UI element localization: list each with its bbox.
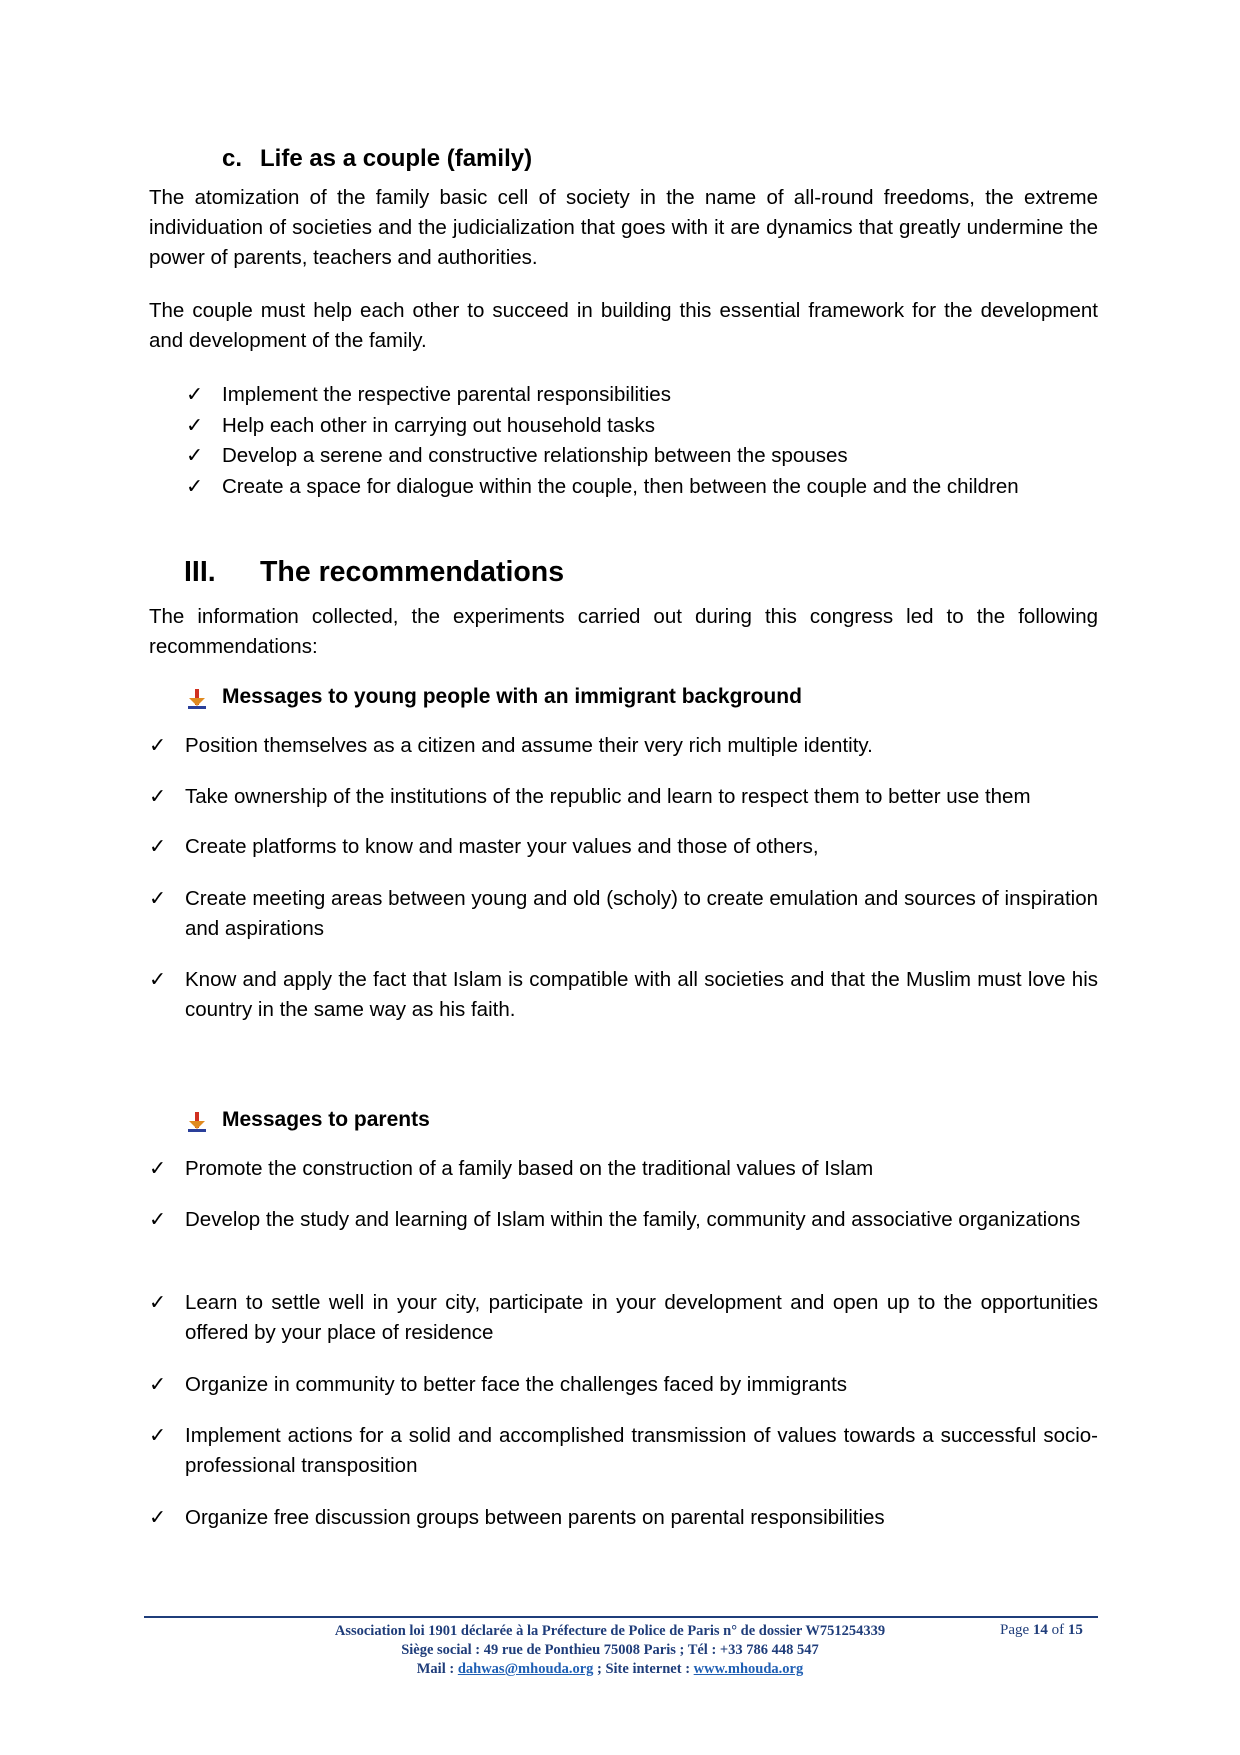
parents-messages-heading	[186, 1108, 430, 1132]
recommendation-item	[149, 1503, 1098, 1533]
subsection-letter: c.	[222, 145, 243, 172]
check-mark-icon: ✓	[186, 383, 204, 406]
check-mark-icon: ✓	[149, 785, 167, 808]
check-mark-icon: ✓	[186, 474, 204, 498]
check-mark-icon: ✓	[149, 968, 167, 991]
recommendation-item	[149, 965, 1098, 1025]
list-item	[186, 411, 1086, 442]
section-title: The recommendations	[260, 556, 565, 588]
page-current: 14	[1032, 1622, 1048, 1638]
recommendation-text: Organize free discussion groups between parents on parental responsibilities	[185, 1506, 885, 1529]
footer-association-line: Association loi 1901 déclarée à la Préfecture de Police de Paris n° de dossier W751254339	[334, 1623, 886, 1639]
recommendation-text: Implement actions for a solid and accomplished transmission of values towards a successful socio-professional transposition	[185, 1424, 1098, 1477]
check-mark-icon: ✓	[149, 1373, 167, 1396]
check-mark-icon: ✓	[149, 1208, 167, 1231]
recommendation-item	[149, 1205, 1098, 1235]
check-mark-icon: ✓	[149, 887, 167, 910]
recommendation-item	[149, 1288, 1098, 1348]
recommendation-text: Know and apply the fact that Islam is compatible with all societies and that the Muslim must love his country in the same way as his faith.	[185, 968, 1098, 1021]
check-mark-icon: ✓	[149, 1424, 167, 1447]
recommendation-text: Create platforms to know and master your values and those of others,	[185, 835, 819, 858]
list-item	[186, 472, 1086, 503]
recommendation-item	[149, 884, 1098, 944]
website-link[interactable]: www.mhouda.org	[693, 1661, 804, 1677]
recommendation-item	[149, 1154, 1098, 1184]
couple-checklist	[186, 380, 1086, 502]
email-link[interactable]: dahwas@mhouda.org	[457, 1661, 594, 1677]
footer-address-line: Siège social : 49 rue de Ponthieu 75008 Paris ; Tél : +33 786 448 547	[401, 1642, 819, 1658]
list-item	[186, 441, 1086, 472]
site-label: ; Site internet :	[597, 1661, 691, 1677]
footer	[220, 1622, 1000, 1679]
list-item	[186, 380, 1086, 411]
page-total: 15	[1067, 1622, 1083, 1638]
recommendation-item	[149, 782, 1098, 812]
young-messages-title: Messages to young people with an immigrant background	[222, 685, 802, 708]
recommendation-text: Organize in community to better face the challenges faced by immigrants	[185, 1373, 848, 1396]
check-mark-icon: ✓	[149, 1157, 167, 1180]
check-mark-icon: ✓	[186, 413, 204, 437]
list-item-text: Create a space for dialogue within the couple, then between the couple and the children	[222, 474, 1019, 498]
list-item-text: Help each other in carrying out household tasks	[222, 413, 656, 437]
paragraph: The atomization of the family basic cell of society in the name of all-round freedoms, the extreme individuation of societies and the judicialization that goes with it are dynamics that greatly undermine the power of parents, teachers and authorities.	[149, 186, 1098, 269]
recommendation-text: Promote the construction of a family based on the traditional values of Islam	[185, 1157, 874, 1180]
subsection-title: Life as a couple (family)	[260, 145, 533, 172]
section-heading	[184, 556, 564, 589]
paragraph: The couple must help each other to succeed in building this essential framework for the development and development of the family.	[149, 299, 1098, 352]
recommendation-text: Take ownership of the institutions of the republic and learn to respect them to better use them	[185, 785, 1031, 808]
list-item-text: Develop a serene and constructive relationship between the spouses	[222, 444, 848, 467]
recommendation-text: Position themselves as a citizen and assume their very rich multiple identity.	[185, 734, 873, 757]
mail-label: Mail :	[416, 1661, 455, 1677]
check-mark-icon: ✓	[149, 1291, 167, 1314]
recommendation-item	[149, 731, 1098, 761]
recommendation-item	[149, 832, 1098, 862]
section-intro: The information collected, the experiments carried out during this congress led to the following recommendations:	[149, 605, 1098, 658]
list-item-text: Implement the respective parental responsibilities	[222, 383, 671, 406]
check-mark-icon: ✓	[149, 835, 167, 858]
footer-contact-line	[220, 1660, 1000, 1679]
recommendation-text: Learn to settle well in your city, participate in your development and open up to the opportunities offered by your place of residence	[185, 1291, 1098, 1344]
section-number: III.	[184, 556, 216, 588]
page-label: Page	[1000, 1622, 1030, 1638]
footer-divider	[144, 1616, 1098, 1618]
recommendation-text: Create meeting areas between young and old (scholy) to create emulation and sources of inspiration and aspirations	[185, 887, 1098, 940]
recommendation-item	[149, 1370, 1098, 1400]
page-number	[1000, 1622, 1083, 1639]
recommendation-text: Develop the study and learning of Islam within the family, community and associative organizations	[185, 1208, 1081, 1231]
check-mark-icon: ✓	[149, 734, 167, 757]
subsection-heading	[222, 145, 532, 173]
young-messages-heading	[186, 685, 802, 709]
check-mark-icon: ✓	[186, 444, 204, 467]
recommendation-item	[149, 1421, 1098, 1481]
page-of: of	[1051, 1622, 1065, 1638]
check-mark-icon: ✓	[149, 1506, 167, 1529]
parents-messages-title: Messages to parents	[222, 1108, 430, 1131]
